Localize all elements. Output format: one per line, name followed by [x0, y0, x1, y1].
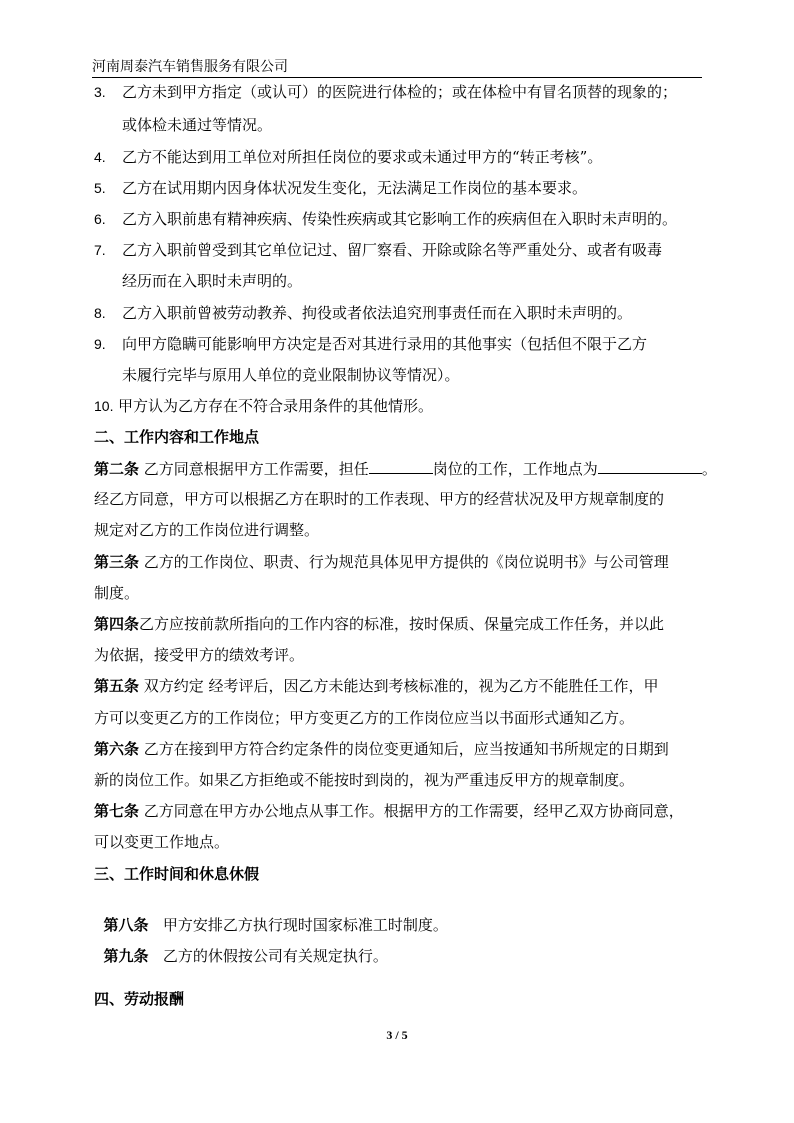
list-item: 8. 乙方入职前曾被劳动教养、拘役或者依法追究刑事责任而在入职时未声明的。 [94, 304, 633, 322]
company-name: 河南周泰汽车销售服务有限公司 [92, 59, 288, 75]
article-7: 第七条 乙方同意在甲方办公地点从事工作。根据甲方的工作需要，经甲乙双方协商同意， [94, 802, 684, 820]
article-label: 第八条 [103, 916, 149, 934]
location-blank [598, 458, 702, 474]
article-label: 第四条 [94, 615, 140, 633]
list-item-continuation: 未履行完毕与原用人单位的竞业限制协议等情况）。 [122, 366, 460, 384]
item-number: 7. [94, 242, 106, 258]
section-heading: 三、工作时间和休息休假 [94, 865, 260, 883]
section-heading: 二、工作内容和工作地点 [94, 428, 260, 446]
article-text: 新的岗位工作。如果乙方拒绝或不能按时到岗的，视为严重违反甲方的规章制度。 [94, 771, 635, 789]
item-number: 3. [94, 84, 106, 100]
list-item: 4. 乙方不能达到用工单位对所担任岗位的要求或未通过甲方的“转正考核”。 [94, 148, 603, 166]
article-8: 第八条 甲方安排乙方执行现时国家标准工时制度。 [103, 916, 448, 934]
article-4: 第四条乙方应按前款所指向的工作内容的标准，按时保质、保量完成工作任务，并以此 [94, 615, 665, 633]
page-number: 3 / 5 [386, 1028, 408, 1042]
article-text: 制度。 [94, 584, 140, 602]
article-text: 方可以变更乙方的工作岗位；甲方变更乙方的工作岗位应当以书面形式通知乙方。 [94, 709, 635, 727]
article-text: 经乙方同意，甲方可以根据乙方在职时的工作表现、甲方的经营状况及甲方规章制度的 [94, 490, 665, 508]
article-2: 第二条 乙方同意根据甲方工作需要，担任 岗位的工作，工作地点为 。 [94, 460, 717, 478]
article-text: 可以变更工作地点。 [94, 833, 230, 851]
list-item: 10. 甲方认为乙方存在不符合录用条件的其他情形。 [94, 397, 434, 415]
article-label: 第九条 [103, 947, 149, 965]
list-item: 6. 乙方入职前患有精神疾病、传染性疾病或其它影响工作的疾病但在入职时未声明的。 [94, 210, 678, 228]
section-heading: 四、劳动报酬 [94, 990, 185, 1008]
article-label: 第七条 [94, 802, 140, 820]
item-number: 8. [94, 305, 106, 321]
position-blank [369, 458, 433, 474]
item-number: 9. [94, 336, 106, 352]
item-number: 5. [94, 180, 106, 196]
article-text: 为依据，接受甲方的绩效考评。 [94, 646, 305, 664]
article-text: 规定对乙方的工作岗位进行调整。 [94, 521, 320, 539]
article-3: 第三条 乙方的工作岗位、职责、行为规范具体见甲方提供的《岗位说明书》与公司管理 [94, 553, 669, 571]
list-item: 5. 乙方在试用期内因身体状况发生变化，无法满足工作岗位的基本要求。 [94, 179, 588, 197]
article-9: 第九条 乙方的休假按公司有关规定执行。 [103, 947, 388, 965]
list-item: 7. 乙方入职前曾受到其它单位记过、留厂察看、开除或除名等严重处分、或者有吸毒 [94, 241, 663, 259]
item-number: 4. [94, 149, 106, 165]
list-item-continuation: 经历而在入职时未声明的。 [122, 272, 303, 290]
list-item-continuation: 或体检未通过等情况。 [122, 116, 273, 134]
list-item: 9. 向甲方隐瞒可能影响甲方决定是否对其进行录用的其他事实（包括但不限于乙方 [94, 335, 648, 353]
article-label: 第五条 [94, 677, 140, 695]
article-5: 第五条 双方约定 经考评后，因乙方未能达到考核标准的，视为乙方不能胜任工作，甲 [94, 677, 659, 695]
article-label: 第二条 [94, 460, 140, 478]
article-label: 第三条 [94, 553, 140, 571]
article-label: 第六条 [94, 740, 140, 758]
page-header [92, 57, 702, 78]
item-number: 6. [94, 211, 106, 227]
article-6: 第六条 乙方在接到甲方符合约定条件的岗位变更通知后，应当按通知书所规定的日期到 [94, 740, 669, 758]
item-number: 10. [94, 398, 114, 414]
list-item: 3. 乙方未到甲方指定（或认可）的医院进行体检的；或在体检中有冒名顶替的现象的； [94, 83, 678, 101]
